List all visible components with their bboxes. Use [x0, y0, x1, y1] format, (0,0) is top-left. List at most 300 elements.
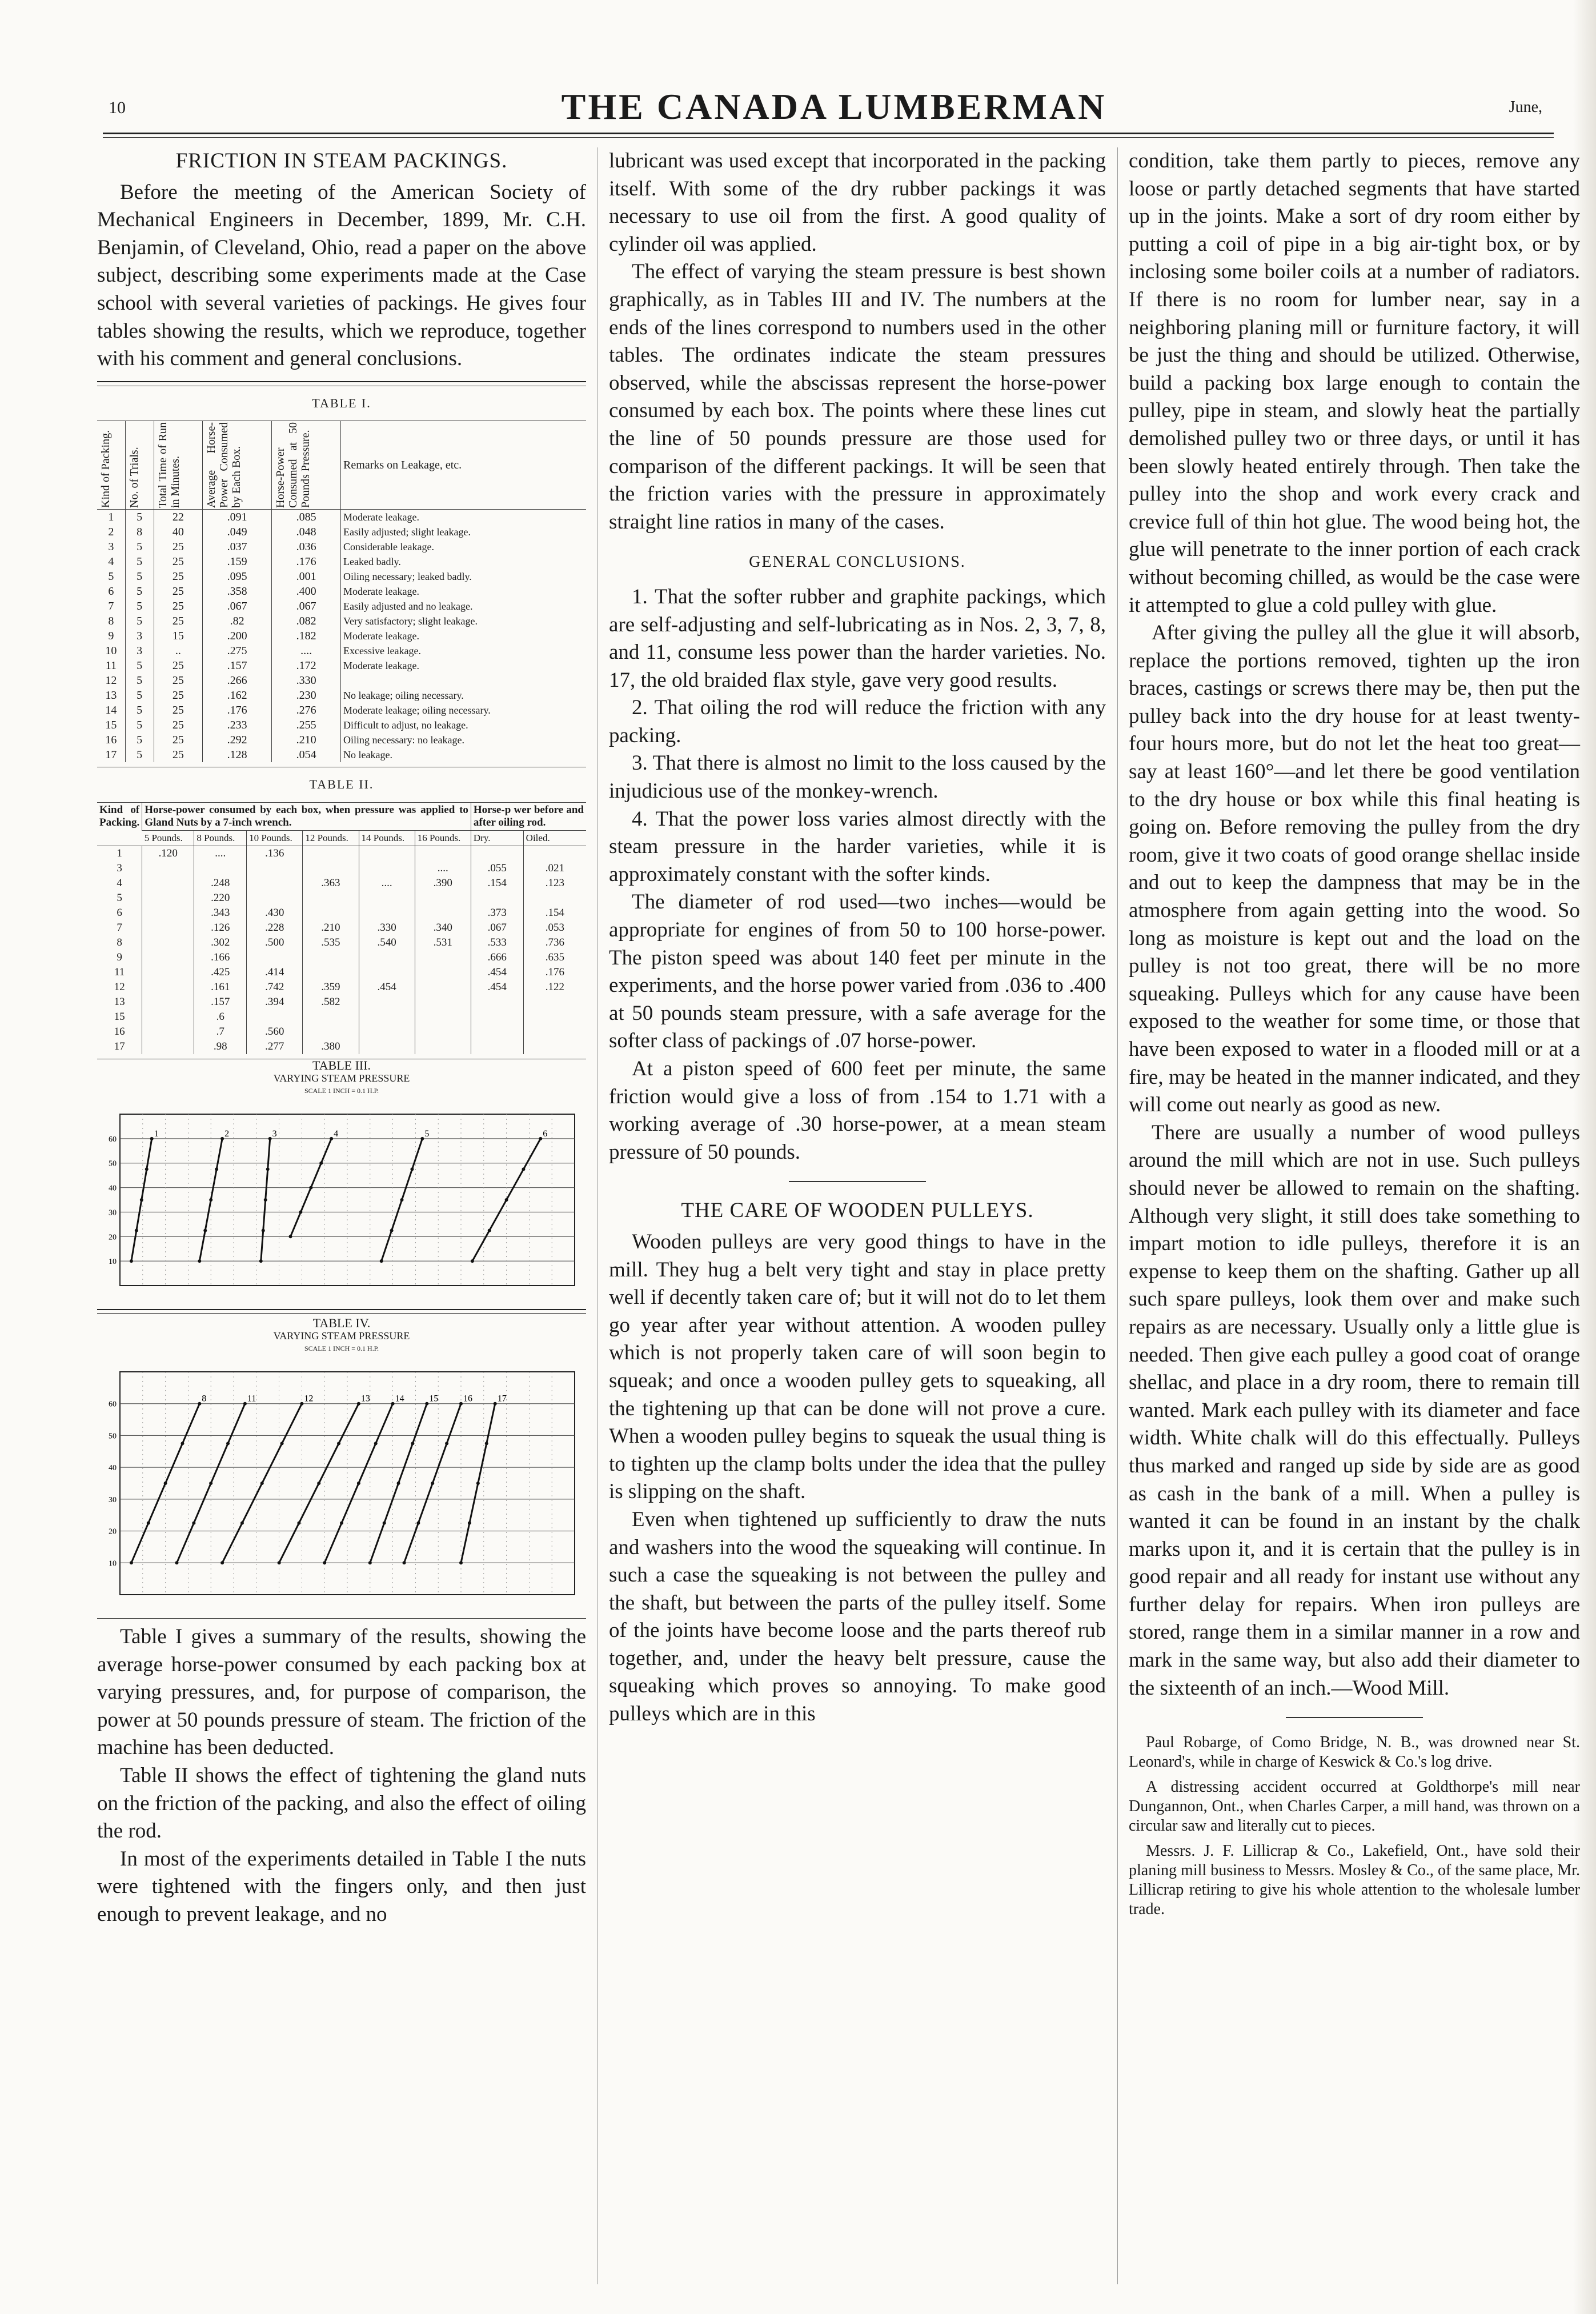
table-row: [97, 688, 586, 703]
data-point: [198, 1259, 201, 1263]
table2-subheader-cell: 16 Pounds.: [415, 830, 471, 846]
table-cell: 7: [117, 921, 122, 934]
table-cell: [471, 995, 523, 1010]
table-cell: 12: [105, 674, 117, 687]
table-cell: .166: [194, 950, 247, 965]
table-cell: 10: [105, 644, 117, 658]
masthead-title: THE CANADA LUMBERMAN: [561, 86, 1107, 127]
table-cell: Moderate leakage.: [341, 628, 586, 643]
table-cell: .082: [272, 614, 341, 628]
table2-subheader-cell: 5 Pounds.: [144, 832, 183, 843]
table-row: [97, 569, 586, 584]
column-1: [97, 147, 586, 1928]
table-cell: Oiling necessary: no leakage.: [341, 732, 586, 747]
data-point: [164, 1482, 167, 1485]
table-cell: 25: [154, 614, 202, 628]
paragraph: There are usually a number of wood pulleys around the mill which are not in use. Such pulleys should never be allowed to remain on the shafting. Although very slight, it still does take something to impart motion to idle pulleys, therefore it is an expense to keep them on the shafting. Gather up all such spare pulleys, look them over and make such repairs as are necessary. Usually only a little glue is needed. Then give each pulley a good coat of orange shellac, and place in a dry room, there to remain till wanted. Mark each pulley with its diameter and face width. White chalk will do this effectually. Pulleys thus marked and ranged up side by side are as good as cash in the bank of a mill. When a pulley is wanted it can be found in an instant by the chalk marks upon it, and it is certain that the pulley is in good repair and all ready for instant use without any further delay for repairs. When iron pulleys are stored, range them in a similar manner in a row and mark in the same way, but also add their diameter to the sixteenth of an inch.—Wood Mill.: [1129, 1120, 1580, 1700]
table-cell: Oiling necessary; leaked badly.: [341, 569, 586, 584]
data-point: [539, 1137, 542, 1140]
table-cell: [341, 673, 586, 688]
table-cell: ....: [415, 861, 471, 876]
table-row: [97, 876, 586, 891]
table-row: [97, 980, 586, 995]
data-point: [468, 1522, 471, 1525]
table-cell: Considerable leakage.: [341, 539, 586, 554]
table-cell: 16: [114, 1025, 125, 1038]
table-cell: 25: [154, 747, 202, 762]
table-cell: ....: [359, 876, 415, 891]
table-cell: .037: [203, 539, 272, 554]
table-cell: [142, 906, 194, 920]
table-cell: 5: [125, 539, 154, 554]
table-cell: [359, 906, 415, 920]
data-point: [140, 1198, 143, 1202]
data-point: [297, 1522, 300, 1525]
data-point: [209, 1198, 212, 1202]
table-cell: [359, 995, 415, 1010]
data-point: [243, 1402, 247, 1406]
paragraph: Table I gives a summary of the results, showing the average horse-power consumed by each packing box at varying pressures, and, for purpose of comparison, the power at 50 pounds pressure of steam. The friction of the machine has been deducted.: [97, 1624, 586, 1760]
table-cell: .425: [194, 965, 247, 980]
table-row: [97, 599, 586, 614]
table-row: [97, 1010, 586, 1024]
table-cell: 9: [117, 951, 122, 963]
data-point: [494, 1402, 497, 1406]
table-row: [97, 861, 586, 876]
table2-subheader-cell: Oiled.: [523, 830, 586, 846]
table3-scale: SCALE 1 INCH = 0.1 H.P.: [304, 1086, 379, 1095]
data-point: [240, 1522, 244, 1525]
table1-header-text: Average Horse-Power Consumed by Each Box.: [205, 422, 243, 509]
paragraph: Even when tightened up sufficiently to draw the nuts and washers into the wood the squeaking will continue. In such a case the squeaking is not between the pulley and the shaft, but between the parts of the pulley itself. Some of the joints have become loose and the parts thereof rub together, and, under the heavy belt pressure, cause the squeaking which proves so annoying. To make good pulleys which are in this: [609, 1507, 1106, 1726]
table-cell: .230: [272, 688, 341, 703]
table-cell: ..: [154, 643, 202, 658]
table4-subtitle: VARYING STEAM PRESSURE: [273, 1330, 410, 1342]
table-cell: No leakage; oiling necessary.: [341, 688, 586, 703]
table-cell: 5: [125, 747, 154, 762]
article-title: FRICTION IN STEAM PACKINGS.: [175, 149, 508, 173]
table-row: [97, 643, 586, 658]
y-tick-label: 30: [109, 1495, 117, 1504]
table-row: [97, 935, 586, 950]
table-cell: .055: [471, 861, 523, 876]
table-cell: 5: [125, 614, 154, 628]
table-cell: [359, 1010, 415, 1024]
table-cell: No leakage.: [341, 747, 586, 762]
column-2: [609, 147, 1106, 1728]
table1-header-text: Kind of Packing.: [99, 430, 112, 509]
table-cell: [471, 1039, 523, 1054]
table-cell: .531: [415, 935, 471, 950]
table-cell: 15: [105, 719, 117, 732]
table-cell: .400: [272, 584, 341, 599]
data-point: [147, 1522, 150, 1525]
table2-header-group2: Horse-p wer before and after oiling rod.: [471, 802, 586, 830]
table-cell: [471, 846, 523, 861]
table-cell: 13: [114, 995, 125, 1008]
table-cell: [415, 1039, 471, 1054]
table-cell: 2: [108, 526, 114, 539]
table4-scale: SCALE 1 INCH = 0.1 H.P.: [304, 1344, 379, 1352]
conclusion-item: 2. That oiling the rod will reduce the friction with any packing.: [609, 696, 1106, 747]
table-cell: .358: [203, 584, 272, 599]
table-cell: .394: [247, 995, 303, 1010]
table-cell: .120: [142, 846, 194, 861]
table-cell: [359, 950, 415, 965]
table-cell: .666: [471, 950, 523, 965]
data-point: [425, 1402, 428, 1406]
data-point: [317, 1482, 320, 1485]
table2-subheader-cell: 10 Pounds.: [247, 830, 303, 846]
data-point: [431, 1482, 434, 1485]
table-cell: 6: [108, 585, 114, 598]
data-point: [374, 1442, 378, 1445]
table-cell: Leaked badly.: [341, 554, 586, 569]
table1-header-cell: [272, 421, 341, 510]
table4-chart-block: [97, 1317, 586, 1615]
table-cell: .635: [523, 950, 586, 965]
conclusion-item: 3. That there is almost no limit to the loss caused by the injudicious use of the monkey-wrench.: [609, 751, 1106, 803]
table-cell: .172: [272, 658, 341, 673]
table-cell: [142, 965, 194, 980]
data-point: [471, 1259, 474, 1263]
table-cell: .049: [203, 525, 272, 539]
table1-header-text: Total Time of Run in Minutes.: [156, 422, 182, 509]
table-cell: .582: [303, 995, 359, 1010]
table-cell: .220: [194, 891, 247, 906]
table-cell: .330: [272, 673, 341, 688]
data-point: [522, 1167, 525, 1171]
table-cell: [142, 861, 194, 876]
table-cell: 4: [117, 876, 122, 889]
table-cell: 25: [154, 703, 202, 718]
table-cell: .430: [247, 906, 303, 920]
page-number: 10: [109, 98, 126, 117]
y-tick-label: 40: [109, 1184, 117, 1193]
y-tick-label: 20: [109, 1233, 117, 1242]
table-cell: .277: [247, 1039, 303, 1054]
table-cell: .157: [203, 658, 272, 673]
table-cell: 5: [117, 891, 122, 904]
column-divider: [1117, 147, 1118, 2284]
table-cell: 5: [125, 569, 154, 584]
table-cell: [471, 1010, 523, 1024]
y-tick-label: 50: [109, 1159, 117, 1168]
table-row: [97, 614, 586, 628]
table-cell: 15: [114, 1010, 125, 1023]
table3-caption: TABLE III.: [312, 1058, 371, 1072]
table-cell: .210: [303, 920, 359, 935]
table-row: [97, 673, 586, 688]
paragraph: Wooden pulleys are very good things to have in the mill. They hug a belt very tight and stay in place pretty well if decently taken care of; but it will not do to let them go year after year without attention. A wooden pulley which is not properly taken care of will soon begin to squeak; and once a wooden pulley gets to squeaking, all the tightening up that can be done will not prove a cure. When a wooden pulley begins to squeak the usual thing is to tighten up the clamp bolts under the idea that the pulley is slipping on the shaft.: [609, 1230, 1106, 1504]
table2-subheader-cell: 8 Pounds.: [194, 830, 247, 846]
table-cell: [359, 1024, 415, 1039]
table-cell: 1: [108, 511, 114, 524]
table-cell: .7: [194, 1024, 247, 1039]
table-cell: [359, 965, 415, 980]
table-cell: [247, 950, 303, 965]
table-cell: [415, 980, 471, 995]
table-cell: [523, 1010, 586, 1024]
data-point: [135, 1229, 138, 1232]
table-cell: [303, 861, 359, 876]
table2-header-kind: Kind of Packing.: [99, 803, 140, 828]
table-cell: [142, 935, 194, 950]
table-cell: [142, 891, 194, 906]
table-cell: Difficult to adjust, no leakage.: [341, 718, 586, 732]
data-point: [445, 1442, 448, 1445]
news-notes: [1129, 1733, 1580, 1919]
table-cell: [303, 1024, 359, 1039]
paragraph: In most of the experiments detailed in Table I the nuts were tightened with the fingers only, and then just enough to prevent leakage, and no: [97, 1847, 586, 1926]
data-point: [459, 1561, 463, 1564]
series-label: 8: [202, 1394, 207, 1404]
table-cell: [523, 1039, 586, 1054]
data-point: [220, 1561, 224, 1564]
data-point: [260, 1482, 264, 1485]
table-cell: .021: [523, 861, 586, 876]
series-label: 11: [247, 1394, 256, 1404]
table-cell: ....: [194, 846, 247, 861]
table-cell: .359: [303, 980, 359, 995]
table-cell: 8: [117, 936, 122, 948]
table-row: [97, 539, 586, 554]
table-cell: [359, 891, 415, 906]
table-cell: 5: [125, 554, 154, 569]
table-cell: [247, 861, 303, 876]
table-cell: ....: [272, 643, 341, 658]
table-cell: [303, 891, 359, 906]
data-point: [391, 1402, 395, 1406]
table-cell: .454: [471, 980, 523, 995]
table-cell: 25: [154, 554, 202, 569]
header-rule-thin: [103, 137, 1554, 138]
table-cell: [523, 891, 586, 906]
data-point: [264, 1198, 267, 1202]
article-separator: [1286, 1717, 1423, 1718]
table-row: [97, 510, 586, 525]
table-cell: Moderate leakage.: [341, 510, 586, 525]
table-cell: [415, 995, 471, 1010]
table-cell: .128: [203, 747, 272, 762]
table-cell: .067: [272, 599, 341, 614]
news-item: A distressing accident occurred at Goldthorpe's mill near Dungannon, Ont., when Charles Carper, a mill hand, was thrown on a circular saw and literally cut to pieces.: [1129, 1778, 1580, 1835]
paragraph: The effect of varying the steam pressure is best shown graphically, as in Tables III and IV. The numbers at the ends of the lines correspond to numbers used in the other tables. The ordinates indicate the steam pressures observed, while the abscissas represent the horse-power consumed by each box. The points where these lines cut the line of 50 pounds pressure are those used for comparison of the different packings. It will be seen that the friction varies with the pressure in approximately straight line ratios in many of the cases.: [609, 260, 1106, 534]
data-point: [266, 1167, 270, 1171]
table-cell: [303, 846, 359, 861]
table-row: [97, 906, 586, 920]
data-point: [390, 1229, 394, 1232]
table-cell: [303, 950, 359, 965]
data-point: [403, 1561, 406, 1564]
conclusions-heading: GENERAL CONCLUSIONS.: [749, 553, 966, 571]
table-cell: 7: [108, 600, 114, 613]
table-cell: 4: [108, 555, 114, 569]
table3-subtitle: VARYING STEAM PRESSURE: [273, 1072, 410, 1084]
table-cell: 25: [154, 599, 202, 614]
table-cell: [359, 861, 415, 876]
table-cell: .533: [471, 935, 523, 950]
data-point: [459, 1402, 463, 1406]
news-item: Messrs. J. F. Lillicrap & Co., Lakefield, Ont., have sold their planing mill business to Messrs. Mosley & Co., of the same place, Mr. Lillicrap retiring to give his whole attention to the wholesale lumber trade.: [1129, 1842, 1580, 1919]
data-point: [289, 1235, 292, 1238]
table-cell: [471, 891, 523, 906]
table-cell: .162: [203, 688, 272, 703]
table-cell: Easily adjusted and no leakage.: [341, 599, 586, 614]
table-cell: 5: [108, 570, 114, 583]
table4-chart: [97, 1355, 586, 1612]
table-cell: Moderate leakage.: [341, 658, 586, 673]
table4-caption: TABLE IV.: [312, 1315, 371, 1330]
table-cell: .159: [203, 554, 272, 569]
table-cell: 5: [125, 718, 154, 732]
y-tick-label: 60: [109, 1135, 117, 1144]
table-row: [97, 525, 586, 539]
table-cell: 5: [125, 584, 154, 599]
table-row: [97, 950, 586, 965]
data-point: [357, 1482, 360, 1485]
table-cell: 5: [125, 688, 154, 703]
conclusion-item: 1. That the softer rubber and graphite packings, which are self-adjusting and self-lubricating as in Nos. 2, 3, 7, 8, and 11, consume less power than the harder varieties. No. 17, the old braided flax style, gave very good results.: [609, 584, 1106, 692]
table-cell: 3: [117, 862, 122, 874]
table-row: [97, 703, 586, 718]
table-cell: .340: [415, 920, 471, 935]
data-point: [280, 1442, 284, 1445]
paragraph: The diameter of rod used—two inches—would be appropriate for engines of from 50 to 100 horse-power. The piston speed was about 140 feet per minute in the experiments, and the horse power varied from .036 to .400 at 50 pounds steam pressure, with a safe average for the softer class of packings of .07 horse-power.: [609, 890, 1106, 1053]
table-cell: [142, 920, 194, 935]
table-cell: .136: [247, 846, 303, 861]
table-row: [97, 891, 586, 906]
table1-header-cell: [97, 421, 125, 510]
page-header: [103, 86, 1565, 127]
header-date: June,: [1509, 98, 1542, 116]
table-cell: .053: [523, 920, 586, 935]
table-cell: 25: [154, 539, 202, 554]
table-cell: .122: [523, 980, 586, 995]
data-point: [192, 1522, 195, 1525]
table-cell: [415, 1024, 471, 1039]
table-cell: 5: [125, 599, 154, 614]
table1-header-cell: Remarks on Leakage, etc.: [341, 421, 586, 510]
series-label: 17: [497, 1394, 507, 1404]
table2-header-group1: Horse-power consumed by each box, when pressure was applied to Gland Nuts by a 7-inch wrench.: [142, 802, 471, 830]
table-cell: [247, 891, 303, 906]
paragraph: lubricant was used except that incorporated in the packing itself. With some of the dry rubber packings it was necessary to use oil from the first. A good quality of cylinder oil was applied.: [609, 149, 1106, 256]
data-point: [268, 1137, 272, 1140]
table-row: [97, 658, 586, 673]
table-cell: .176: [272, 554, 341, 569]
table-cell: .302: [194, 935, 247, 950]
table-cell: .540: [359, 935, 415, 950]
table1-header-cell: [203, 421, 272, 510]
table-cell: [415, 950, 471, 965]
table-cell: .157: [194, 995, 247, 1010]
table-cell: [142, 1010, 194, 1024]
table-cell: .154: [471, 876, 523, 891]
table1-header-text: Horse-Power Consumed at 50 Pounds Pressure.: [274, 422, 312, 509]
table3-chart-block: [97, 1059, 586, 1306]
table-cell: Very satisfactory; slight leakage.: [341, 614, 586, 628]
table-cell: [523, 846, 586, 861]
data-point: [181, 1442, 184, 1445]
table-cell: .233: [203, 718, 272, 732]
series-label: 15: [429, 1394, 439, 1404]
article-title: THE CARE OF WOODEN PULLEYS.: [681, 1199, 1034, 1223]
table-cell: .161: [194, 980, 247, 995]
data-point: [420, 1137, 424, 1140]
data-point: [220, 1137, 224, 1140]
table-cell: .742: [247, 980, 303, 995]
conclusion-item: 4. That the power loss varies almost directly with the steam pressure in the harder varieties, while it is approximately constant with the softer kinds.: [609, 807, 1106, 886]
data-point: [278, 1561, 281, 1564]
table-cell: [303, 1010, 359, 1024]
table-row: [97, 747, 586, 762]
series-label: 2: [224, 1128, 230, 1139]
table-cell: .500: [247, 935, 303, 950]
table-cell: .292: [203, 732, 272, 747]
table-cell: .535: [303, 935, 359, 950]
data-point: [203, 1229, 207, 1232]
paragraph: Table II shows the effect of tightening the gland nuts on the friction of the packing, and also the effect of oiling the rod.: [97, 1763, 586, 1843]
data-point: [198, 1402, 201, 1406]
table-cell: 25: [154, 658, 202, 673]
data-point: [215, 1167, 218, 1171]
table-row: [97, 846, 586, 861]
data-point: [226, 1442, 230, 1445]
data-point: [259, 1259, 263, 1263]
table-cell: Excessive leakage.: [341, 643, 586, 658]
table1: [97, 421, 586, 762]
table2-subheader-cell: 12 Pounds.: [303, 830, 359, 846]
table-cell: 13: [105, 689, 117, 702]
table-cell: [247, 876, 303, 891]
table-cell: .095: [203, 569, 272, 584]
table-cell: 25: [154, 673, 202, 688]
table-cell: 5: [125, 703, 154, 718]
table-cell: .255: [272, 718, 341, 732]
table-cell: .380: [303, 1039, 359, 1054]
table-cell: .228: [247, 920, 303, 935]
table-cell: Moderate leakage; oiling necessary.: [341, 703, 586, 718]
table-cell: .275: [203, 643, 272, 658]
table-cell: .048: [272, 525, 341, 539]
table-cell: Moderate leakage.: [341, 584, 586, 599]
table-cell: .248: [194, 876, 247, 891]
data-point: [357, 1402, 360, 1406]
data-point: [145, 1167, 149, 1171]
table-cell: .067: [203, 599, 272, 614]
table-cell: [523, 995, 586, 1010]
series-label: 12: [304, 1394, 314, 1404]
table-cell: .200: [203, 628, 272, 643]
table2-subheader-cell: 14 Pounds.: [359, 830, 415, 846]
table3-chart: [97, 1097, 586, 1303]
table-cell: [415, 1010, 471, 1024]
data-point: [380, 1259, 383, 1263]
y-tick-label: 50: [109, 1432, 117, 1441]
table-cell: .363: [303, 876, 359, 891]
table-row: [97, 554, 586, 569]
data-point: [130, 1259, 133, 1263]
data-point: [130, 1561, 133, 1564]
table-row: [97, 920, 586, 935]
news-item: Paul Robarge, of Como Bridge, N. B., was drowned near St. Leonard's, while in charge of Keswick & Co.'s log drive.: [1129, 1734, 1580, 1771]
table-cell: 17: [114, 1040, 125, 1052]
table-cell: 40: [154, 525, 202, 539]
table-cell: .154: [523, 906, 586, 920]
paragraph: After giving the pulley all the glue it will absorb, replace the portions removed, tighten up the iron braces, castings or screws there may be, then put the pulley back into the dry house for at least twenty-four hours more, but do not let the heat too great—say at least 160°—and let there be good ventilation to the dry house or box while this final heating is going on. Before removing the pulley from the dry room, give it two coats of good orange shellac inside and out to keep the dampness that may be in the atmosphere from again getting into the wood. So long as moisture is kept out and the load on the pulley is not too great, there will be no more squeaking. Pulleys which for any cause have been exposed to the weather for some time, or those that have been exposed to water in a flooded mill or at a fire, may be heated in the manner indicated, and they will come out nearly as good as new.: [1129, 621, 1580, 1117]
table-cell: [471, 1024, 523, 1039]
